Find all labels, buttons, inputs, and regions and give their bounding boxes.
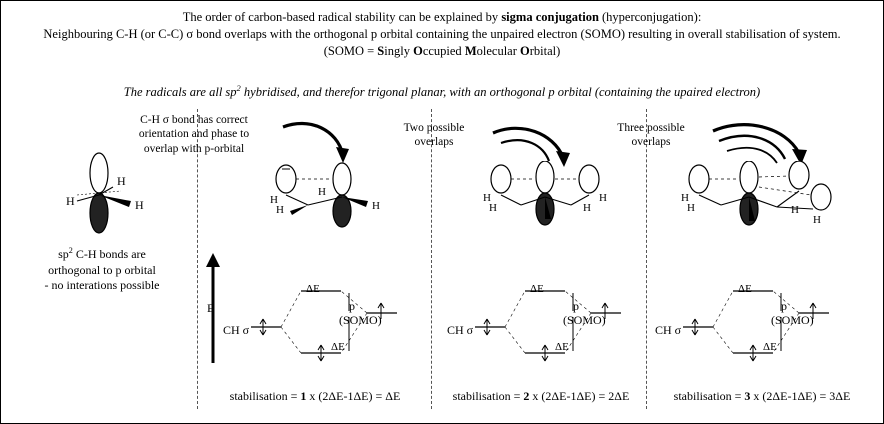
svg-text:H: H [483, 192, 491, 204]
panel2-mo-diagram [453, 271, 643, 371]
svg-text:H: H [276, 204, 284, 216]
panel1-delta-e-top: ΔE [306, 283, 320, 295]
panel2-caption [379, 121, 489, 150]
panel1-caption-line3: overlap with p-orbital [143, 142, 245, 155]
panel2-caption-line2: overlaps [414, 136, 454, 149]
panel1-molecule [256, 161, 406, 233]
panel1-mo-diagram [229, 271, 419, 371]
svg-text:H: H [791, 204, 799, 216]
header-line-1-part-a: The order of carbon-based radical stability can be explained by [182, 10, 502, 24]
panel3-stab-suffix: x (2ΔE-1ΔE) = 3ΔE [750, 389, 851, 403]
panel1-stabilisation [201, 389, 429, 404]
header-line-2: Neighbouring C-H (or C-C) σ bond overlaps with the orthogonal p orbital containing the unpaired electron (SOMO) resulting in overall stabilisation of system. [43, 26, 841, 41]
svg-text:H: H [270, 194, 278, 206]
panel2-stab-prefix: stabilisation = [452, 389, 524, 403]
panel1-p-label: p [349, 299, 355, 313]
panel1-somo-label: (SOMO) [339, 313, 382, 327]
panel0-note-line2: orthogonal to p orbital [48, 262, 156, 277]
svg-text:H: H [583, 202, 591, 214]
header-line-3: (SOMO = Singly Occupied Molecular Orbital) [323, 43, 561, 58]
panel0-note-line3: - no interations possible [44, 278, 160, 293]
svg-text:H: H [372, 200, 380, 212]
panel3-delta-e-top: ΔE [738, 283, 752, 295]
panel3-caption-line2: overlaps [631, 136, 671, 149]
svg-text:H: H [687, 202, 695, 214]
panel0-note [21, 246, 183, 294]
panel2-stabilisation [433, 389, 649, 404]
panel2-delta-e-bottom: ΔE [555, 341, 569, 353]
panel1-energy-axis-label: E [207, 301, 215, 315]
header-line-1-emphasis: sigma conjugation [501, 10, 599, 24]
subtitle-text: The radicals are all $sp^2$ hybridised, and therefor trigonal planar, with an orthogonal p orbital (containing the upaired electron) [123, 83, 761, 100]
panel3-ch-sigma-label: CH σ [655, 323, 682, 337]
panel3-delta-e-bottom: ΔE [763, 341, 777, 353]
panel3-p-label: p [781, 299, 787, 313]
panel3-mo-diagram [661, 271, 851, 371]
panel1-ch-sigma-label: CH σ [223, 323, 250, 337]
panel3-stab-prefix: stabilisation = [673, 389, 745, 403]
panel0-note-line1: $sp^2$ C-H bonds are [58, 246, 146, 261]
panel2-p-label: p [573, 299, 579, 313]
svg-text:H: H [599, 192, 607, 204]
svg-text:H: H [135, 198, 144, 212]
panel2-caption-line1: Two possible [403, 122, 465, 134]
panel1-caption-line1: C-H σ bond has correct [140, 114, 248, 126]
panel2-stab-suffix: x (2ΔE-1ΔE) = 2ΔE [529, 389, 630, 403]
svg-text:H: H [681, 192, 689, 204]
panel0-molecule [61, 151, 191, 241]
panel3-stabilisation [649, 389, 875, 404]
panel1-stab-suffix: x (2ΔE-1ΔE) = ΔE [306, 389, 401, 403]
panel3-caption [593, 121, 709, 150]
header-line-1 [1, 9, 883, 26]
svg-text:H: H [489, 202, 497, 214]
page-title [1, 9, 883, 60]
panel3-stab-count: 3 [744, 389, 751, 403]
panel2-delta-e-top: ΔE [530, 283, 544, 295]
subtitle [1, 83, 883, 100]
panel1-delta-e-bottom: ΔE [331, 341, 345, 353]
panel-divider-2 [431, 109, 432, 409]
svg-text:H: H [66, 194, 75, 208]
svg-text:H: H [318, 186, 326, 198]
svg-text:H: H [117, 174, 126, 188]
panel1-stab-prefix: stabilisation = [229, 389, 301, 403]
panel2-somo-label: (SOMO) [563, 313, 606, 327]
header-line-1-part-c: (hyperconjugation): [598, 10, 702, 24]
panel2-stab-count: 2 [523, 389, 530, 403]
panel3-somo-label: (SOMO) [771, 313, 814, 327]
panel1-caption-line2: orientation and phase to [138, 128, 250, 141]
panel3-caption-line1: Three possible [617, 122, 685, 134]
panel-divider-3 [646, 109, 647, 409]
panel2-ch-sigma-label: CH σ [447, 323, 474, 337]
panel1-caption [109, 113, 279, 156]
panel2-molecule [471, 161, 631, 237]
panel3-molecule [673, 161, 853, 245]
panel1-stab-count: 1 [300, 389, 307, 403]
svg-text:H: H [813, 214, 821, 226]
